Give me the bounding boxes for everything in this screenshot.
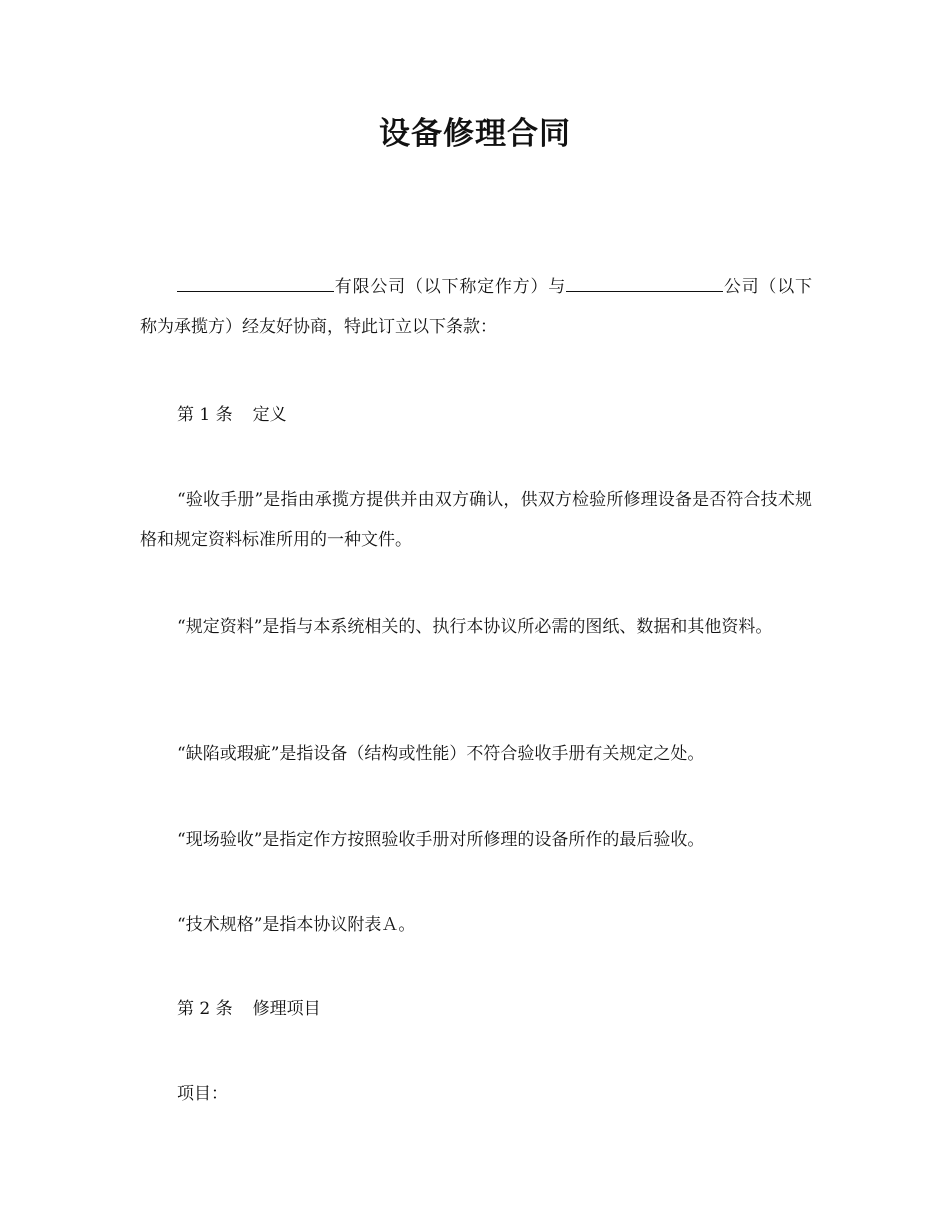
article-1-number: 第 1 条	[177, 405, 233, 425]
intro-paragraph	[140, 267, 812, 347]
definition-defect: “缺陷或瑕疵”是指设备（结构或性能）不符合验收手册有关规定之处。	[177, 744, 705, 764]
intro-text-b: 公司（以下称为承揽方）经友好协商，特此订立以下条款：	[140, 277, 813, 337]
definition-specified-data: “规定资料”是指与本系统相关的、执行本协议所必需的图纸、数据和其他资料。	[177, 617, 773, 637]
article-2-number: 第 2 条	[177, 999, 233, 1019]
party-a-blank	[177, 271, 334, 292]
document-title: 设备修理合同	[379, 116, 571, 152]
definition-technical-spec: “技术规格”是指本协议附表Ａ。	[177, 915, 416, 935]
article-2-heading	[140, 989, 812, 1029]
article-1-heading	[140, 395, 812, 435]
article-1-title: 定义	[252, 405, 287, 425]
article-2-title: 修理项目	[252, 999, 321, 1019]
party-b-blank	[566, 271, 723, 292]
definition-site-acceptance: “现场验收”是指定作方按照验收手册对所修理的设备所作的最后验收。	[177, 830, 705, 850]
items-label: 项目：	[177, 1084, 228, 1104]
definition-acceptance-manual: “验收手册”是指由承揽方提供并由双方确认，供双方检验所修理设备是否符合技术规格和规定资料标准所用的一种文件。	[140, 490, 812, 550]
intro-text-a: 有限公司（以下称定作方）与	[334, 277, 567, 297]
